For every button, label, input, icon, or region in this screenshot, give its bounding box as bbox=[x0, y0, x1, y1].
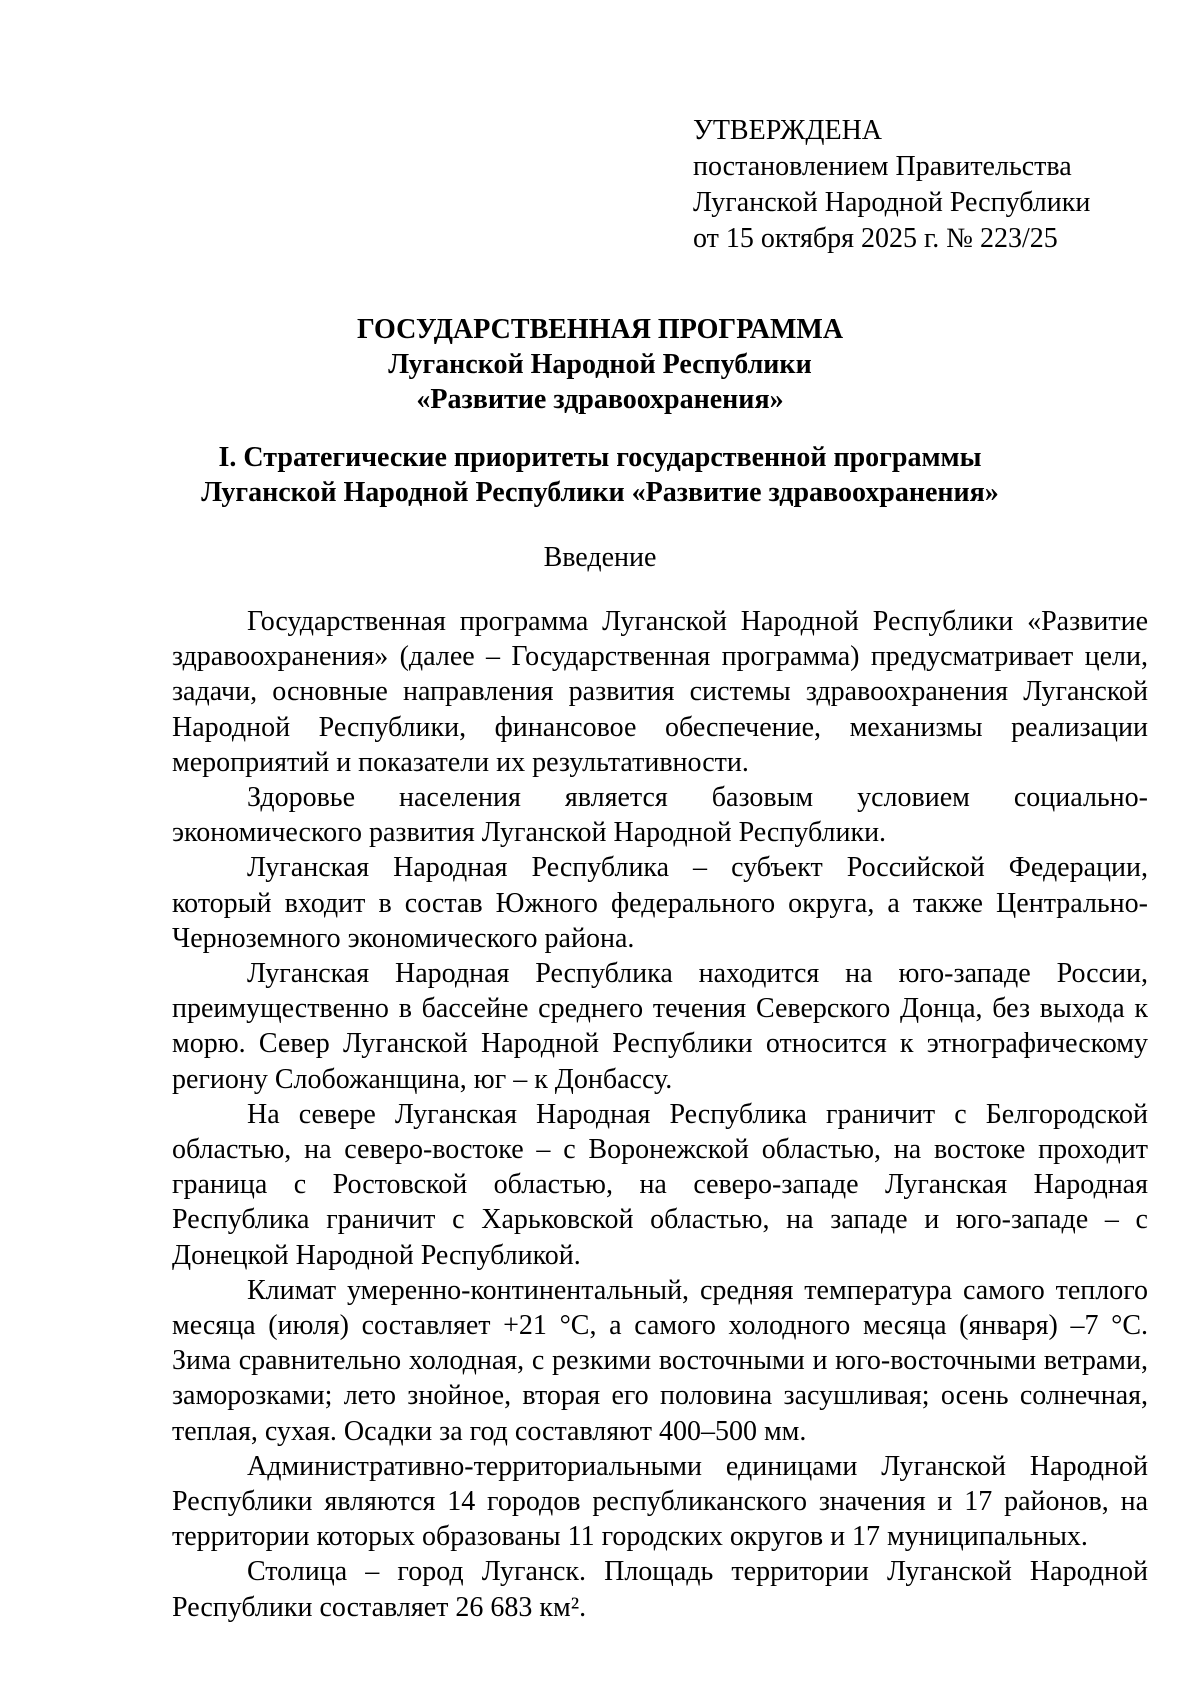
paragraph: На севере Луганская Народная Республика граничит с Белгородской областью, на северо-востоке – с Воронежской областью, на востоке проходит граница с Ростовской областью, на северо-западе Луганская Народная Республика граничит с Харьковской областью, на западе и юго-западе – с Донецкой Народной Республикой. bbox=[172, 1098, 1148, 1271]
paragraph: Столица – город Луганск. Площадь территории Луганской Народной Республики составляет 26 683 км². bbox=[172, 1556, 1148, 1623]
paragraph: Климат умеренно-континентальный, средняя температура самого теплого месяца (июля) составляет +21 °C, а самого холодного месяца (января) –7 °C. Зима сравнительно холодная, с резкими восточными и юго-восточными ветрами, заморозками; лето знойное, вторая его половина засушливая; осень солнечная, теплая, сухая. Осадки за год составляют 400–500 мм. bbox=[172, 1274, 1148, 1447]
paragraph: Здоровье населения является базовым условием социально-экономического развития Луганской Народной Республики. bbox=[172, 782, 1148, 849]
title-line: Луганской Народной Республики bbox=[388, 349, 812, 380]
approval-line: постановлением Правительства bbox=[693, 151, 1072, 182]
document-title bbox=[0, 312, 1200, 417]
section-heading-line: I. Стратегические приоритеты государственной программы bbox=[218, 442, 982, 473]
paragraph: Государственная программа Луганской Народной Республики «Развитие здравоохранения» (далее – Государственная программа) предусматривает цели, задачи, основные направления развития системы здравоохранения Луганской Народной Республики, финансовое обеспечение, механизмы реализации мероприятий и показатели их результативности. bbox=[172, 606, 1148, 778]
approval-heading: УТВЕРЖДЕНА bbox=[693, 115, 883, 146]
section-heading bbox=[0, 440, 1200, 510]
paragraph: Луганская Народная Республика – субъект Российской Федерации, который входит в состав Южного федерального округа, а также Центрально-Черноземного экономического района. bbox=[172, 852, 1148, 954]
approval-line: Луганской Народной Республики bbox=[693, 187, 1091, 218]
approval-date-number: от 15 октября 2025 г. № 223/25 bbox=[693, 223, 1058, 254]
title-line: «Развитие здравоохранения» bbox=[416, 384, 784, 415]
introduction-heading: Введение bbox=[543, 542, 657, 573]
paragraph: Луганская Народная Республика находится на юго-западе России, преимущественно в бассейне среднего течения Северского Донца, без выхода к морю. Север Луганской Народной Республики относится к этнографическому региону Слобожанщина, юг – к Донбассу. bbox=[172, 958, 1148, 1095]
section-heading-line: Луганской Народной Республики «Развитие здравоохранения» bbox=[201, 477, 999, 508]
approval-stamp bbox=[693, 113, 1090, 257]
paragraph: Административно-территориальными единицами Луганской Народной Республики являются 14 городов республиканского значения и 17 районов, на территории которых образованы 11 городских округов и 17 муниципальных. bbox=[172, 1450, 1148, 1553]
document-body bbox=[172, 604, 1148, 1625]
title-line: ГОСУДАРСТВЕННАЯ ПРОГРАММА bbox=[356, 314, 844, 345]
